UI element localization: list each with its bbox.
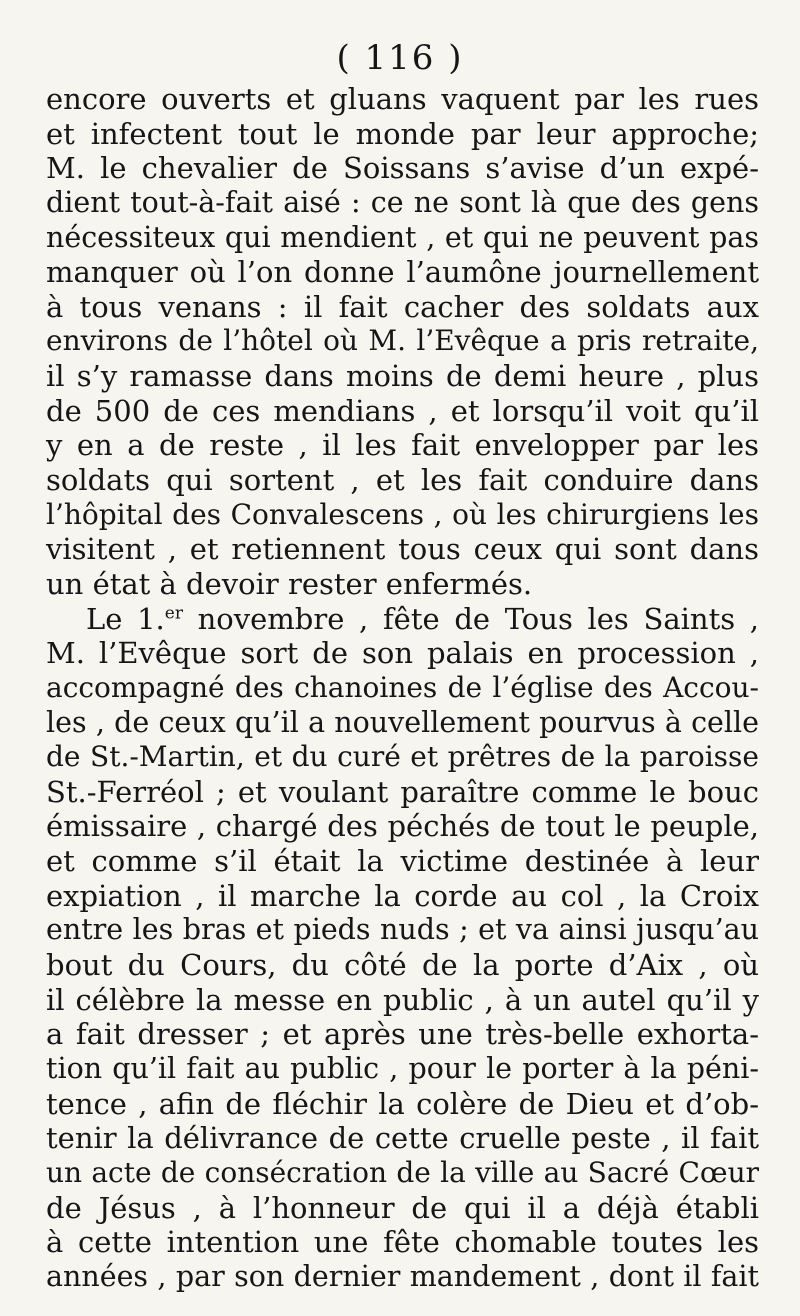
text-line: St.-Ferréol ; et voulant paraître comme le bouc xyxy=(46,774,759,809)
text-line: tenir la délivrance de cette cruelle peste , il fait xyxy=(46,1121,759,1156)
text-line: il s’y ramasse dans moins de demi heure , plus xyxy=(46,359,759,394)
line-continuation: novembre , fête de Tous les Saints , xyxy=(182,601,760,636)
text-line: l’hôpital des Convalescens , où les chirurgiens les xyxy=(46,497,759,531)
text-line: M. l’Evêque sort de son palais en procession , xyxy=(46,636,759,671)
paragraph-end-line: un état à devoir rester enfermés. xyxy=(46,566,533,601)
paragraph-start-line xyxy=(46,602,759,637)
text-line: de 500 de ces mendians , et lorsqu’il voit qu’il xyxy=(46,393,759,428)
text-line: accompagné des chanoines de l’église des Accou- xyxy=(46,670,759,704)
text-line: nécessiteux qui mendient , et qui ne peuvent pas xyxy=(46,220,759,254)
text-line: visitent , et retiennent tous ceux qui sont dans xyxy=(46,532,759,567)
text-line: un acte de consécration de la ville au Sacré Cœur xyxy=(46,1155,759,1189)
text-line: bout du Cours, du côté de la porte d’Aix , où xyxy=(46,948,759,983)
text-line: expiation , il marche la corde au col , la Croix xyxy=(46,878,759,913)
text-line: tion qu’il fait au public , pour le porter à la péni- xyxy=(46,1051,759,1085)
text-line: M. le chevalier de Soissans s’avise d’un expé- xyxy=(46,151,759,186)
text-line: et comme s’il était la victime destinée à leur xyxy=(46,844,759,879)
text-line: à cette intention une fête chomable toutes les xyxy=(46,1225,759,1260)
page-number: ( 116 ) xyxy=(336,38,464,78)
text-line: soldats qui sortent , et les fait conduire dans xyxy=(46,463,759,498)
text-line: de Jésus , à l’honneur de qui il a déjà établi xyxy=(46,1190,759,1225)
text-line: manquer où l’on donne l’aumône journellement xyxy=(46,255,759,290)
date-day: Le 1. xyxy=(86,601,165,636)
text-line: émissaire , chargé des péchés de tout le peuple, xyxy=(46,809,759,844)
text-line: encore ouverts et gluans vaquent par les rues xyxy=(46,82,759,116)
text-line: les , de ceux qu’il a nouvellement pourvus à celle xyxy=(46,705,759,739)
text-line: années , par son dernier mandement , dont il fait xyxy=(46,1259,759,1293)
text-line: dient tout-à-fait aisé : ce ne sont là que des gens xyxy=(46,185,759,219)
text-line: il célèbre la messe en public , à un autel qu’il y xyxy=(46,982,759,1017)
text-line: à tous venans : il fait cacher des soldats aux xyxy=(46,289,759,324)
text-line: entre les bras et pieds nuds ; et va ainsi jusqu’au xyxy=(46,913,759,947)
text-line: environs de l’hôtel où M. l’Evêque a pris retraite, xyxy=(46,324,759,358)
text-line: y en a de reste , il les fait envelopper par les xyxy=(46,428,759,463)
text-line: de St.-Martin, et du curé et prêtres de la paroisse xyxy=(46,740,759,774)
ordinal-superscript: er xyxy=(164,602,183,623)
text-line: et infectent tout le monde par leur approche; xyxy=(46,116,759,151)
text-line: tence , afin de fléchir la colère de Dieu et d’ob- xyxy=(46,1086,759,1121)
text-line: a fait dresser ; et après une très-belle exhorta- xyxy=(46,1017,759,1052)
body-text xyxy=(46,82,759,1294)
